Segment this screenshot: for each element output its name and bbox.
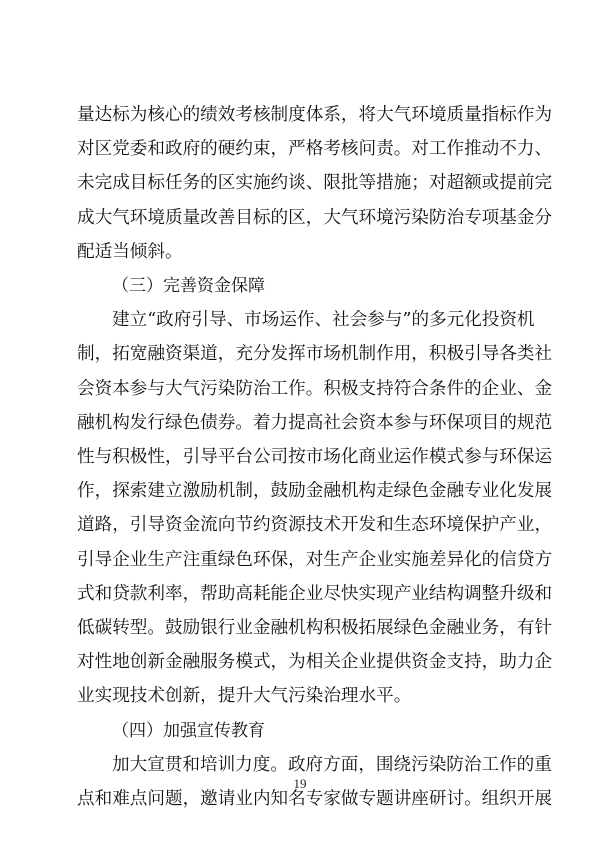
paragraph-line: 对性地创新金融服务模式，为相关企业提供资金支持，助力企: [77, 652, 553, 672]
paragraph-line: 对区党委和政府的硬约束，严格考核问责。对工作推动不力、: [77, 139, 553, 159]
paragraph-line: 量达标为核心的绩效考核制度体系，将大气环境质量指标作为: [77, 105, 553, 125]
paragraph-line: 未完成目标任务的区实施约谈、限批等措施；对超额或提前完: [77, 173, 553, 193]
paragraph-line: 性与积极性，引导平台公司按市场化商业运作模式参与环保运: [77, 447, 553, 467]
paragraph-line: 建立“政府引导、市场运作、社会参与”的多元化投资机: [112, 310, 535, 330]
page-number: 19: [293, 776, 307, 791]
paragraph-line: 作，探索建立激励机制，鼓励金融机构走绿色金融专业化发展: [77, 481, 553, 501]
section-heading-funding: （三）完善资金保障: [112, 276, 265, 296]
paragraph-line: 低碳转型。鼓励银行业金融机构积极拓展绿色金融业务，有针: [77, 618, 553, 638]
paragraph-line: 配适当倾斜。: [77, 242, 183, 262]
paragraph-line: 道路，引导资金流向节约资源技术开发和生态环境保护产业，: [77, 515, 553, 535]
paragraph-line: 点和难点问题，邀请业内知名专家做专题讲座研讨。组织开展: [77, 789, 553, 809]
paragraph-line: 制，拓宽融资渠道，充分发挥市场机制作用，积极引导各类社: [77, 344, 553, 364]
paragraph-line: 引导企业生产注重绿色环保，对生产企业实施差异化的信贷方: [77, 550, 553, 570]
paragraph-line: 业实现技术创新，提升大气污染治理水平。: [77, 686, 412, 706]
paragraph-line: 式和贷款利率，帮助高耗能企业尽快实现产业结构调整升级和: [77, 584, 553, 604]
section-heading-publicity: （四）加强宣传教育: [112, 721, 265, 741]
paragraph-line: 成大气环境质量改善目标的区，大气环境污染防治专项基金分: [77, 208, 553, 228]
paragraph-line: 会资本参与大气污染防治工作。积极支持符合条件的企业、金: [77, 379, 553, 399]
paragraph-line: 融机构发行绿色债券。着力提高社会资本参与环保项目的规范: [77, 413, 553, 433]
paragraph-line: 加大宣贯和培训力度。政府方面，围绕污染防治工作的重: [112, 755, 552, 775]
